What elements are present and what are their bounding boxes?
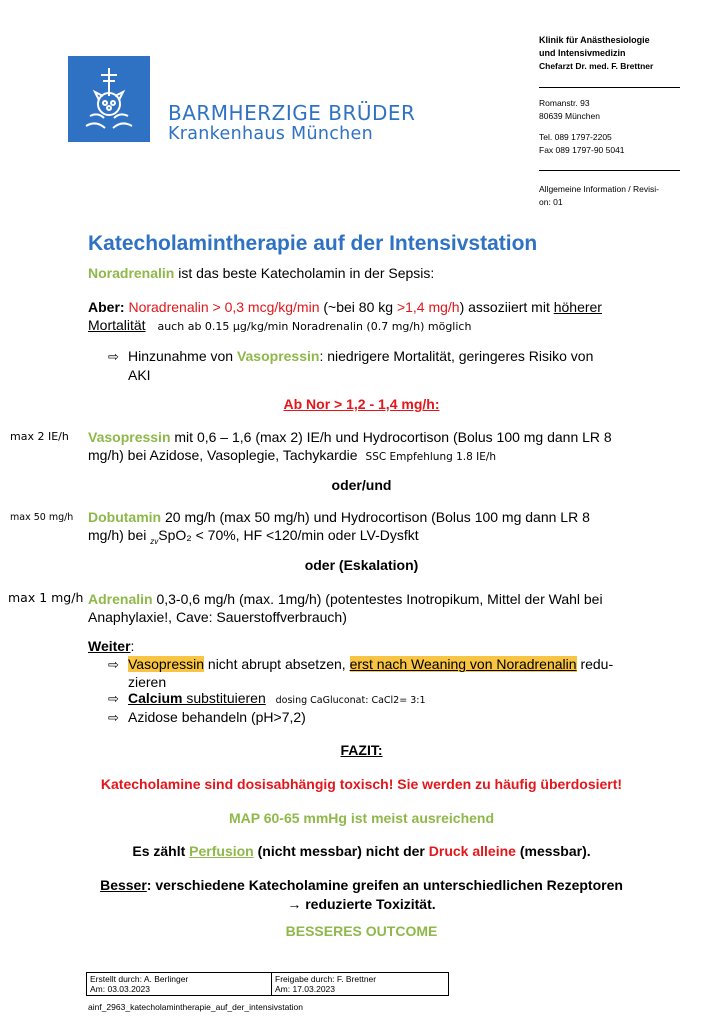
clinic-block (539, 34, 653, 73)
fazit-label: FAZIT: (340, 742, 383, 758)
dobu-sub: zv (150, 536, 159, 546)
footer-approved-by: Freigabe durch: F. Brettner (275, 974, 377, 984)
info-line1: Allgemeine Information / Revisi- (539, 184, 659, 194)
address-city: 80639 München (539, 111, 600, 121)
clinic-line2: und Intensivmedizin (539, 48, 626, 58)
weiter-item-1 (108, 655, 628, 674)
bullet-vasopressin (108, 347, 628, 384)
dobu-t2a: mg/h) bei (88, 527, 151, 543)
arrow-right-icon: ⇨ (108, 710, 119, 725)
arrow-right-icon: ⇨ (108, 691, 119, 706)
aber-label: Aber: (88, 299, 125, 315)
adren-t1: 0,3-0,6 mg/h (max. 1mg/h) (potentestes Inotropikum, Mittel der Wahl bei (152, 591, 603, 607)
aber-u2: Mortalität (88, 317, 146, 333)
aber-red2: >1,4 mg/h (396, 299, 460, 315)
weiter-item-2 (108, 690, 628, 709)
aber-note: auch ab 0.15 µg/kg/min Noradrenalin (0.7 mg/h) möglich (157, 320, 472, 333)
contact-tel: Tel. 089 1797-2205 (539, 132, 612, 142)
vaso-note: SSC Empfehlung 1.8 IE/h (365, 451, 497, 463)
weiter-b2-bold: Calcium (128, 690, 183, 706)
logo-subtitle: Krankenhaus München (168, 124, 373, 144)
weiter-b1-hl1: Vasopressin (128, 656, 205, 672)
aber-t1: (~bei 80 kg (319, 299, 397, 315)
clinic-chief: Chefarzt Dr. med. F. Brettner (539, 61, 654, 71)
weiter-colon: : (130, 638, 135, 654)
weiter-item-3 (108, 709, 628, 726)
fazit-l3a: Es zählt (132, 843, 190, 859)
weiter-b2-note: dosing CaGluconat: CaCl2= 3:1 (275, 695, 426, 706)
oder-eskalation: oder (Eskalation) (304, 557, 419, 573)
weiter-b1-t1: nicht abrupt absetzen, (204, 656, 350, 672)
dobu-margin: max 50 mg/h (10, 512, 74, 523)
fazit-l4b: : verschiedene Katecholamine greifen an unterschiedlichen Rezeptoren (146, 877, 623, 893)
footer-created (87, 973, 272, 996)
fazit-l3d: Druck alleine (428, 843, 516, 859)
intro-text: ist das beste Katecholamin in der Sepsis: (174, 265, 435, 281)
weiter-heading (88, 637, 134, 655)
weiter-label: Weiter (88, 638, 131, 654)
weiter-b1-line2: zieren (128, 674, 167, 690)
contact-fax: Fax 089 1797-90 5041 (539, 145, 625, 155)
fazit-outcome: BESSERES OUTCOME (285, 923, 438, 939)
dobu-t2b: SpO₂ < 70%, HF <120/min oder LV-Dysfkt (158, 527, 419, 543)
fazit-l3e: (messbar). (515, 843, 591, 859)
info-line2: on: 01 (539, 197, 563, 207)
cross-pomegranate-icon (68, 56, 150, 142)
dobu-drug: Dobutamin (88, 509, 162, 525)
logo (68, 56, 150, 142)
weiter-b1-t2: redu- (576, 656, 614, 672)
adren-margin: max 1 mg/h (8, 590, 84, 605)
weiter-b2-text: substituieren (182, 690, 266, 706)
weiter-list (108, 655, 628, 726)
weiter-b1-hl2: erst nach Weaning von Noradrenalin (349, 656, 577, 672)
footer-created-date: Am: 03.03.2023 (90, 984, 151, 994)
address-street: Romanstr. 93 (539, 98, 590, 108)
footer-filename: ainf_2963_katecholamintherapie_auf_der_intensivstation (88, 1002, 304, 1012)
vaso-paragraph (88, 428, 648, 466)
fazit-l3c: (nicht messbar) nicht der (253, 843, 429, 859)
adren-paragraph (88, 590, 648, 626)
clinic-line1: Klinik für Anästhesiologie (539, 35, 650, 45)
divider (539, 170, 680, 171)
bullet1-post: : niedrigere Mortalität, geringeres Risiko von (319, 348, 594, 364)
fazit-l3b: Perfusion (189, 843, 254, 859)
bullet1-line2: AKI (128, 367, 151, 383)
footer-approved-date: Am: 17.03.2023 (275, 984, 336, 994)
arrow-right-icon: ⇨ (108, 657, 119, 672)
fazit-line4 (0, 876, 723, 914)
aber-u1: höherer (553, 299, 602, 315)
logo-title: BARMHERZIGE BRÜDER (168, 101, 416, 125)
intro (88, 264, 434, 282)
vaso-drug: Vasopressin (88, 429, 171, 445)
fazit-line1: Katecholamine sind dosisabhängig toxisch! Sie werden zu häufig überdosiert! (100, 776, 623, 792)
ab-nor-text: Ab Nor > 1,2 - 1,4 mg/h: (283, 396, 440, 412)
footer-approved (272, 973, 449, 996)
bullet1-drug: Vasopressin (236, 348, 320, 364)
fazit-heading (0, 742, 723, 758)
vaso-margin: max 2 IE/h (10, 430, 69, 443)
arrow-right-icon: ⇨ (108, 349, 119, 364)
page-title: Katecholamintherapie auf der Intensivstation (88, 232, 538, 255)
address-block (539, 97, 625, 157)
adren-t2: Anaphylaxie!, Cave: Sauerstoffverbrauch) (88, 609, 347, 625)
weiter-b3: Azidose behandeln (pH>7,2) (128, 709, 306, 725)
divider (539, 87, 680, 88)
dobu-t1: 20 mg/h (max 50 mg/h) und Hydrocortison (Bolus 100 mg dann LR 8 (161, 509, 590, 525)
dobu-paragraph (88, 508, 648, 551)
vaso-t1: mit 0,6 – 1,6 (max 2) IE/h und Hydrocortison (Bolus 100 mg dann LR 8 (170, 429, 612, 445)
fazit-l4a: Besser (100, 877, 147, 893)
oder-und: oder/und (331, 477, 392, 493)
intro-drug: Noradrenalin (88, 265, 175, 281)
footer-table (86, 972, 449, 996)
bullet1-pre: Hinzunahme von (128, 348, 237, 364)
vaso-t2: mg/h) bei Azidose, Vasoplegie, Tachykardie (88, 447, 358, 463)
aber-paragraph (88, 298, 648, 336)
info-block (539, 183, 659, 209)
adren-drug: Adrenalin (88, 591, 153, 607)
aber-red1: Noradrenalin > 0,3 mcg/kg/min (124, 299, 320, 315)
aber-t2: ) assoziiert mit (459, 299, 554, 315)
fazit-line2: MAP 60-65 mmHg ist meist ausreichend (228, 810, 495, 826)
fazit-line3 (0, 843, 723, 859)
ab-nor-heading (0, 396, 723, 412)
fazit-l5: → reduzierte Toxizität. (287, 896, 436, 912)
footer-created-by: Erstellt durch: A. Berlinger (90, 974, 189, 984)
